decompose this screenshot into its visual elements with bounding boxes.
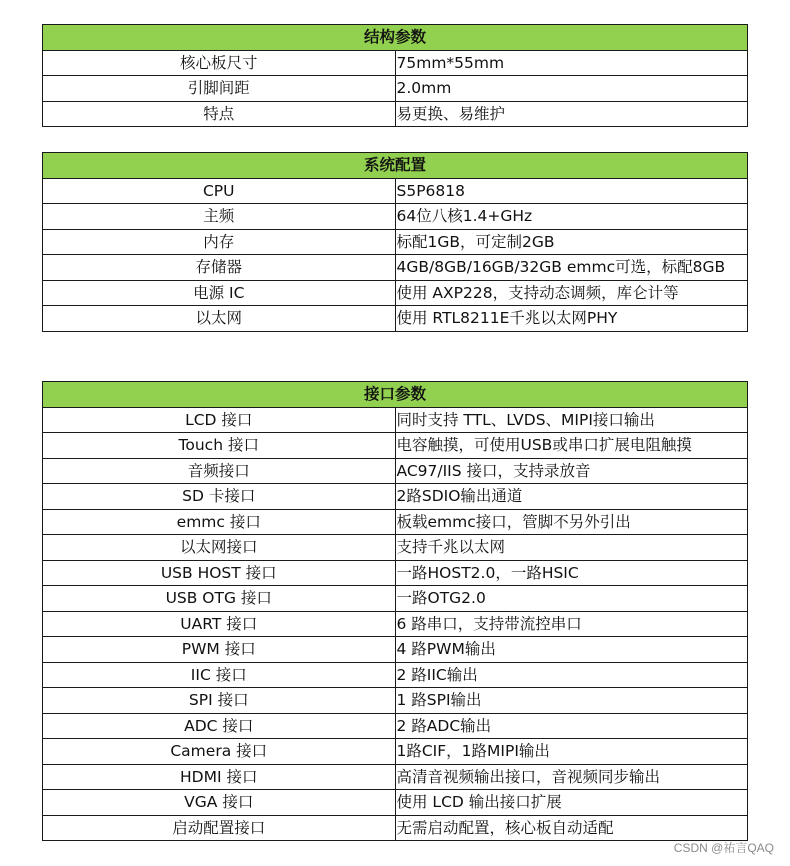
table-row: [43, 484, 748, 510]
param-name: 以太网: [43, 306, 396, 332]
param-name: 主频: [43, 204, 396, 230]
param-value: 一路HOST2.0，一路HSIC: [395, 560, 748, 586]
param-name: SPI 接口: [43, 688, 396, 714]
param-name: 启动配置接口: [43, 815, 396, 841]
param-name: ADC 接口: [43, 713, 396, 739]
param-value: S5P6818: [395, 178, 748, 204]
param-name: 核心板尺寸: [43, 50, 396, 76]
structure-params-table: [42, 24, 748, 127]
param-name: USB OTG 接口: [43, 586, 396, 612]
table-row: [43, 255, 748, 281]
interface-params-table: [42, 381, 748, 841]
param-value: 64位八核1.4+GHz: [395, 204, 748, 230]
param-value: 4GB/8GB/16GB/32GB emmc可选，标配8GB: [395, 255, 748, 281]
param-name: SD 卡接口: [43, 484, 396, 510]
table-row: [43, 101, 748, 127]
table-row: [43, 178, 748, 204]
param-value: 6 路串口，支持带流控串口: [395, 611, 748, 637]
param-value: 75mm*55mm: [395, 50, 748, 76]
param-value: 易更换、易维护: [395, 101, 748, 127]
table-row: [43, 76, 748, 102]
table-row: [43, 713, 748, 739]
table-row: [43, 458, 748, 484]
param-value: 使用 AXP228，支持动态调频，库仑计等: [395, 280, 748, 306]
table-row: [43, 764, 748, 790]
param-value: 支持千兆以太网: [395, 535, 748, 561]
table-row: [43, 739, 748, 765]
section-header: 结构参数: [43, 25, 748, 51]
watermark: CSDN @祐言QAQ: [673, 841, 774, 855]
param-value: 电容触摸，可使用USB或串口扩展电阻触摸: [395, 433, 748, 459]
table-row: [43, 407, 748, 433]
param-name: 电源 IC: [43, 280, 396, 306]
param-name: HDMI 接口: [43, 764, 396, 790]
param-value: 使用 RTL8211E千兆以太网PHY: [395, 306, 748, 332]
table-row: [43, 637, 748, 663]
param-value: 1路CIF，1路MIPI输出: [395, 739, 748, 765]
table-row: [43, 509, 748, 535]
param-value: 同时支持 TTL、LVDS、MIPI接口输出: [395, 407, 748, 433]
section-header: 接口参数: [43, 382, 748, 408]
param-name: VGA 接口: [43, 790, 396, 816]
param-value: 一路OTG2.0: [395, 586, 748, 612]
table-row: [43, 306, 748, 332]
param-value: 高清音视频输出接口，音视频同步输出: [395, 764, 748, 790]
param-value: 2 路ADC输出: [395, 713, 748, 739]
param-name: 存储器: [43, 255, 396, 281]
param-value: 标配1GB，可定制2GB: [395, 229, 748, 255]
param-name: 引脚间距: [43, 76, 396, 102]
table-row: [43, 433, 748, 459]
param-name: UART 接口: [43, 611, 396, 637]
param-name: Touch 接口: [43, 433, 396, 459]
table-row: [43, 611, 748, 637]
table-row: [43, 535, 748, 561]
table-row: [43, 229, 748, 255]
param-value: 使用 LCD 输出接口扩展: [395, 790, 748, 816]
param-name: USB HOST 接口: [43, 560, 396, 586]
param-name: 内存: [43, 229, 396, 255]
table-row: [43, 280, 748, 306]
param-value: 4 路PWM输出: [395, 637, 748, 663]
table-row: [43, 790, 748, 816]
param-value: AC97/IIS 接口，支持录放音: [395, 458, 748, 484]
param-value: 1 路SPI输出: [395, 688, 748, 714]
param-value: 2路SDIO输出通道: [395, 484, 748, 510]
table-row: [43, 815, 748, 841]
param-name: Camera 接口: [43, 739, 396, 765]
param-name: LCD 接口: [43, 407, 396, 433]
param-name: PWM 接口: [43, 637, 396, 663]
table-row: [43, 662, 748, 688]
param-name: IIC 接口: [43, 662, 396, 688]
param-name: emmc 接口: [43, 509, 396, 535]
section-header: 系统配置: [43, 153, 748, 179]
param-name: 音频接口: [43, 458, 396, 484]
param-value: 2.0mm: [395, 76, 748, 102]
table-row: [43, 688, 748, 714]
param-name: 特点: [43, 101, 396, 127]
param-name: 以太网接口: [43, 535, 396, 561]
table-row: [43, 204, 748, 230]
table-row: [43, 586, 748, 612]
param-value: 2 路IIC输出: [395, 662, 748, 688]
table-row: [43, 560, 748, 586]
system-config-table: [42, 152, 748, 332]
param-value: 无需启动配置，核心板自动适配: [395, 815, 748, 841]
param-value: 板载emmc接口，管脚不另外引出: [395, 509, 748, 535]
table-row: [43, 50, 748, 76]
param-name: CPU: [43, 178, 396, 204]
